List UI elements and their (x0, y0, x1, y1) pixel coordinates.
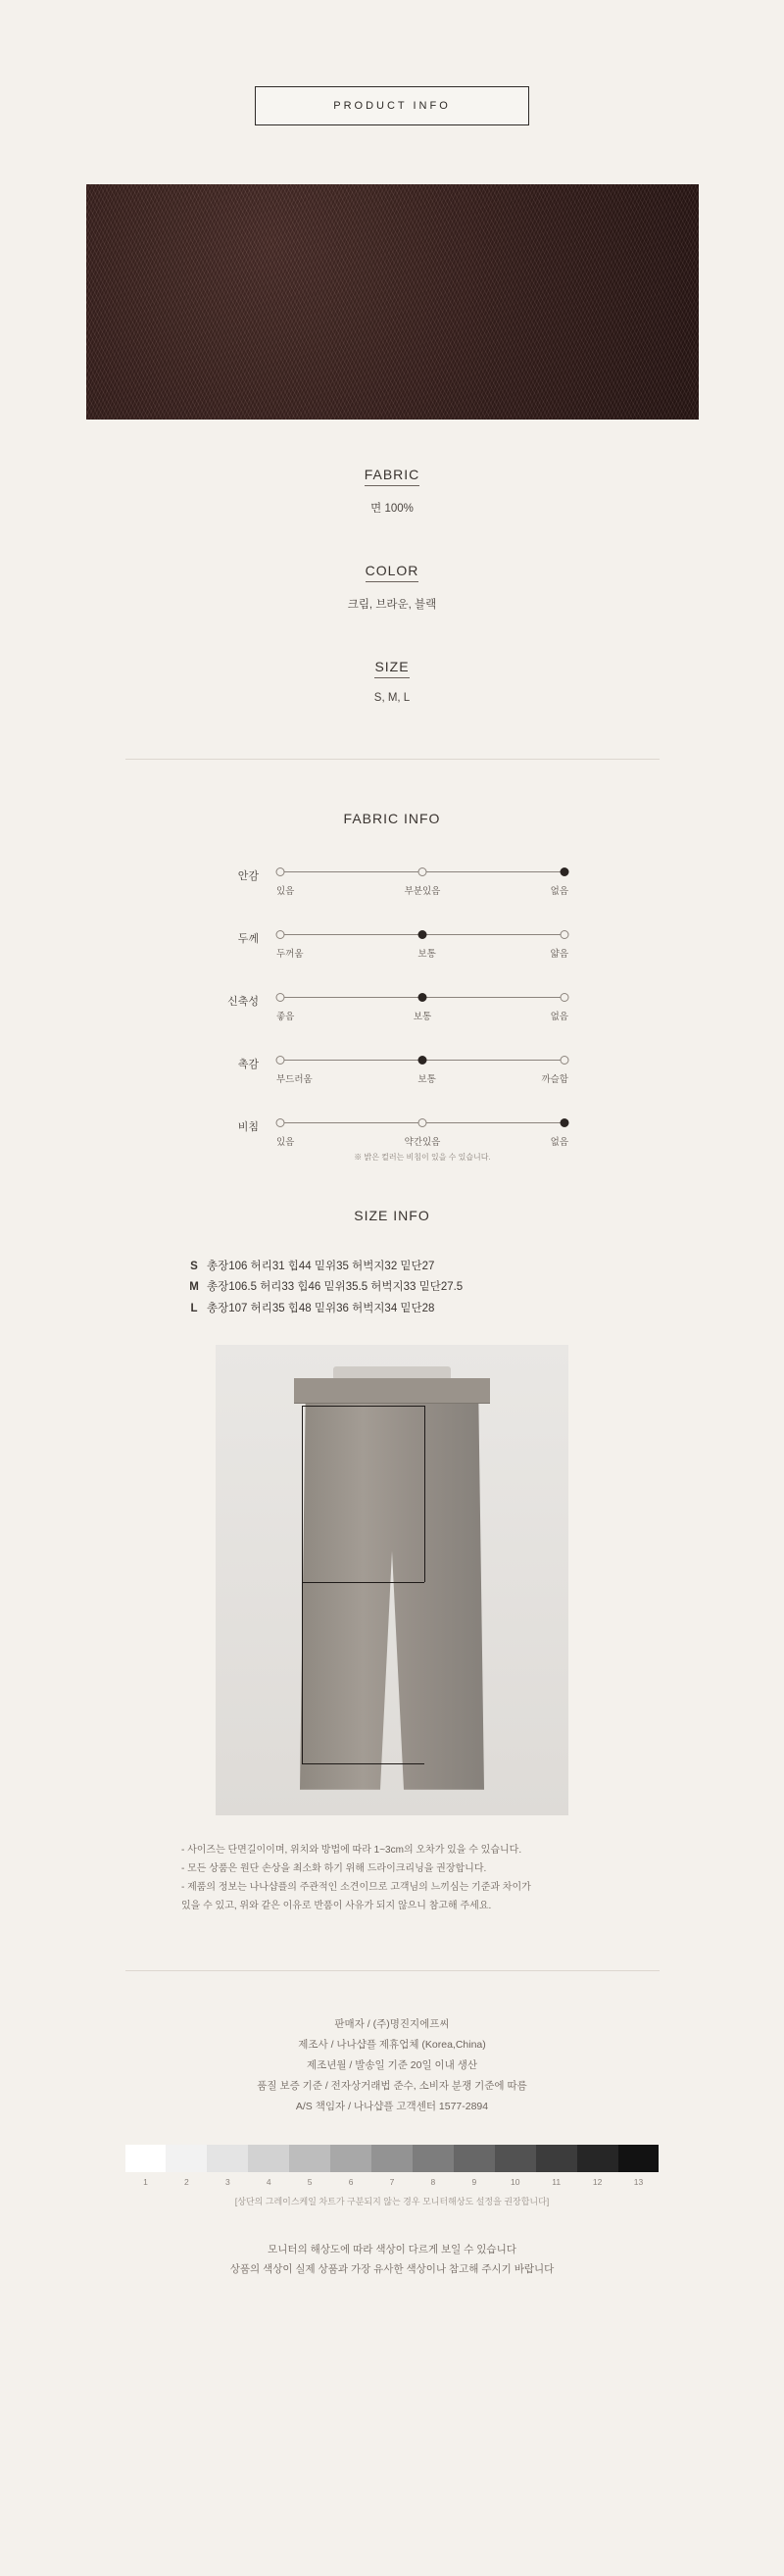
grayscale-note: [상단의 그레이스케일 차트가 구분되지 않는 경우 모니터해상도 설정을 권장합니다] (234, 2196, 550, 2206)
measure-line-hip (424, 1406, 425, 1582)
chart-row (216, 1048, 568, 1085)
scale-tick-selected (561, 867, 569, 876)
swatch (125, 2145, 167, 2172)
size-values: 총장107 허리35 힙48 밑위36 허벅지34 밑단28 (207, 1302, 435, 1314)
measure-line-waist (302, 1406, 424, 1407)
seller-info (0, 2014, 784, 2117)
spec-fabric-title: FABRIC (365, 467, 420, 486)
swatch-number: 10 (511, 2176, 520, 2187)
scale-option: 부드러움 (276, 1074, 313, 1085)
chart-row-label: 비침 (237, 1121, 259, 1133)
size-values: 총장106 허리31 힙44 밑위35 허벅지32 밑단27 (207, 1261, 435, 1272)
scale-tick-selected (561, 1118, 569, 1127)
size-values: 총장106.5 허리33 힙46 밑위35.5 허벅지33 밑단27.5 (207, 1281, 464, 1294)
scale-tick (276, 993, 285, 1002)
swatch (371, 2145, 413, 2172)
measure-line-hem (302, 1763, 424, 1764)
note-line: - 사이즈는 단면길이이며, 위치와 방법에 따라 1~3cm의 오차가 있을 수 있습니다. (181, 1844, 522, 1856)
scale-ticks (276, 1111, 568, 1134)
spec-color-value: 크림, 브라운, 블랙 (347, 599, 437, 611)
size-key: L (190, 1302, 198, 1314)
spec-size (0, 659, 784, 704)
scale-option: 좋음 (276, 1012, 295, 1022)
scale-tick-selected (418, 993, 427, 1002)
scale-labels (276, 1009, 568, 1022)
scale-option: 까슬함 (541, 1074, 568, 1085)
banner-wrapper (0, 86, 784, 125)
chart-scale (276, 985, 568, 1022)
swatch-number: 13 (633, 2176, 644, 2187)
scale-tick-selected (418, 1056, 427, 1065)
seller-line: A/S 책임자 / 나나샵플 고객센터 1577-2894 (295, 2100, 489, 2112)
swatch-number: 4 (266, 2176, 271, 2187)
swatch (495, 2145, 536, 2172)
grayscale-swatches (125, 2145, 660, 2172)
pants-illustration (294, 1378, 490, 1790)
divider-bottom (125, 1970, 660, 1971)
swatch-number: 2 (184, 2176, 189, 2187)
swatch-number: 3 (224, 2176, 230, 2187)
scale-tick-selected (418, 930, 427, 939)
swatch (289, 2145, 330, 2172)
scale-tick (418, 1118, 427, 1127)
product-info-banner: PRODUCT INFO (255, 86, 529, 125)
scale-option: 부분있음 (404, 886, 441, 897)
scale-option: 보통 (417, 1074, 436, 1085)
seller-line: 판매자 / (주)명진지에프씨 (334, 2017, 450, 2030)
spec-size-value: S, M, L (373, 692, 411, 704)
swatch (536, 2145, 577, 2172)
swatch (454, 2145, 495, 2172)
spec-color (0, 563, 784, 612)
scale-tick (276, 867, 285, 876)
scale-labels (276, 1134, 568, 1148)
note-line: - 모든 상품은 원단 손상을 최소화 하기 위해 드라이크리닝을 권장합니다. (181, 1862, 487, 1874)
footer-line: 상품의 색상이 실제 상품과 가장 유사한 색상이나 참고해 주시기 바랍니다 (229, 2262, 555, 2275)
scale-option: 얇음 (550, 949, 568, 960)
swatch-number: 12 (592, 2176, 603, 2187)
chart-row-label: 안감 (237, 870, 259, 882)
swatch (207, 2145, 248, 2172)
table-row (181, 1299, 603, 1319)
chart-row (216, 1111, 568, 1163)
seller-line: 품질 보증 기준 / 전자상거래법 준수, 소비자 분쟁 기준에 따름 (257, 2079, 527, 2092)
spec-fabric-value: 면 100% (370, 503, 414, 515)
size-notes (181, 1841, 603, 1915)
scale-option: 없음 (550, 1012, 568, 1022)
swatch-number: 9 (471, 2176, 477, 2187)
footer-line: 모니터의 해상도에 따라 색상이 다르게 보일 수 있습니다 (268, 2243, 516, 2255)
swatch (413, 2145, 454, 2172)
measure-line-rise (302, 1582, 424, 1583)
size-key: M (189, 1281, 199, 1294)
chart-row-label: 촉감 (237, 1059, 259, 1070)
seller-line: 제조사 / 나나샵플 제휴업체 (Korea,China) (298, 2038, 486, 2051)
chart-row-label: 두께 (237, 933, 259, 945)
swatch-number: 11 (552, 2176, 562, 2187)
scale-option: 두꺼움 (276, 949, 304, 960)
scale-option: 없음 (550, 1137, 568, 1148)
grayscale-chart (125, 2145, 660, 2207)
scale-tick (276, 1056, 285, 1065)
spec-size-title: SIZE (374, 659, 409, 678)
fabric-swatch-photo (86, 184, 699, 420)
scale-labels (276, 946, 568, 960)
measure-line-total-length (302, 1406, 303, 1582)
spec-color-title: COLOR (366, 563, 419, 582)
note-line: - 제품의 정보는 나나샵플의 주관적인 소견이므로 고객님의 느끼심는 기준과 차이가 (181, 1881, 531, 1893)
scale-option: 있음 (276, 886, 295, 897)
swatch-number: 8 (430, 2176, 436, 2187)
seller-line: 제조년월 / 발송일 기준 20일 이내 생산 (306, 2058, 478, 2071)
chart-scale (276, 1111, 568, 1163)
chart-scale (276, 922, 568, 960)
fabric-info-chart (216, 860, 568, 1163)
chart-scale (276, 1048, 568, 1085)
scale-tick (276, 1118, 285, 1127)
table-row (181, 1277, 603, 1298)
swatch-number: 1 (143, 2176, 148, 2187)
scale-option: 약간있음 (404, 1137, 441, 1148)
scale-tick (561, 993, 569, 1002)
chart-row-label: 신축성 (227, 996, 259, 1008)
swatch (330, 2145, 371, 2172)
fabric-info-title: FABRIC INFO (343, 811, 441, 826)
size-key: S (190, 1261, 198, 1272)
scale-option: 없음 (550, 886, 568, 897)
swatch-number: 5 (307, 2176, 313, 2187)
scale-tick (561, 930, 569, 939)
swatch-number: 6 (348, 2176, 354, 2187)
size-info-title: SIZE INFO (354, 1208, 430, 1223)
divider-top (125, 759, 660, 760)
chart-scale (276, 860, 568, 897)
size-info-table (181, 1257, 603, 1319)
scale-tick (561, 1056, 569, 1065)
scale-tick (418, 867, 427, 876)
swatch (577, 2145, 618, 2172)
fabric-info-note: ※ 밝은 컬러는 비침이 있을 수 있습니다. (354, 1153, 491, 1162)
scale-option: 보통 (413, 1012, 432, 1022)
spec-fabric (0, 467, 784, 516)
chart-row (216, 860, 568, 897)
note-line: 있을 수 있고, 위와 같은 이유로 반품이 사유가 되지 않으니 참고해 주세요. (181, 1900, 492, 1911)
scale-ticks (276, 922, 568, 946)
grayscale-numbers (125, 2177, 660, 2187)
scale-labels (276, 1071, 568, 1085)
scale-labels (276, 883, 568, 897)
footer-note (0, 2241, 784, 2339)
scale-tick (276, 930, 285, 939)
table-row (181, 1257, 603, 1277)
swatch (166, 2145, 207, 2172)
swatch (248, 2145, 289, 2172)
swatch (618, 2145, 660, 2172)
swatch-number: 7 (389, 2176, 395, 2187)
product-measurement-photo (216, 1345, 568, 1815)
scale-ticks (276, 1048, 568, 1071)
measure-line-inseam (302, 1582, 303, 1763)
scale-ticks (276, 985, 568, 1009)
scale-option: 있음 (276, 1137, 295, 1148)
scale-ticks (276, 860, 568, 883)
pants-waistband (294, 1378, 490, 1404)
chart-row (216, 922, 568, 960)
scale-option: 보통 (417, 949, 436, 960)
chart-row (216, 985, 568, 1022)
